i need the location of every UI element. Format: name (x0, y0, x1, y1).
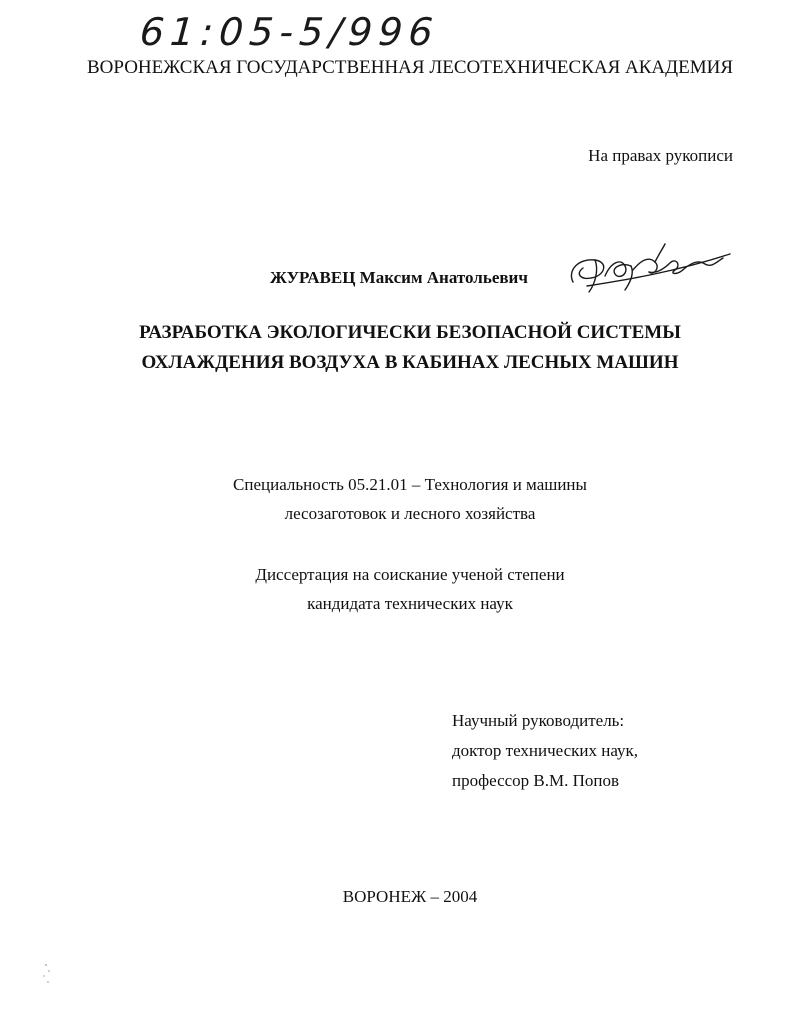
supervisor-block (452, 706, 638, 796)
specialty-line-2: лесозаготовок и лесного хозяйства (284, 504, 536, 523)
author-name: ЖУРАВЕЦ Максим Анатольевич (270, 268, 528, 287)
supervisor-rank: доктор технических наук, (452, 741, 639, 760)
specialty-line-1: Специальность 05.21.01 – Технология и машины (233, 475, 587, 494)
scan-speck-mark (40, 962, 54, 986)
degree-line-2: кандидата технических наук (307, 594, 513, 613)
degree-line-1: Диссертация на соискание ученой степени (255, 565, 565, 584)
author-signature (565, 240, 735, 300)
title-line-2: ОХЛАЖДЕНИЯ ВОЗДУХА В КАБИНАХ ЛЕСНЫХ МАШИН (141, 352, 679, 373)
author-row (270, 266, 528, 290)
specialty-block (0, 470, 793, 528)
dissertation-title (0, 318, 793, 378)
supervisor-name: профессор В.М. Попов (452, 771, 620, 790)
handwritten-catalog-number: 61:05-5/996 (138, 10, 441, 54)
institution-name: ВОРОНЕЖСКАЯ ГОСУДАРСТВЕННАЯ ЛЕСОТЕХНИЧЕСКАЯ АКАДЕМИЯ (87, 57, 733, 78)
supervisor-label: Научный руководитель: (452, 711, 625, 730)
degree-block (0, 560, 793, 618)
city-year: ВОРОНЕЖ – 2004 (342, 887, 478, 906)
manuscript-rights-note: На правах рукописи (588, 146, 733, 165)
title-line-1: РАЗРАБОТКА ЭКОЛОГИЧЕСКИ БЕЗОПАСНОЙ СИСТЕМЫ (139, 322, 681, 343)
